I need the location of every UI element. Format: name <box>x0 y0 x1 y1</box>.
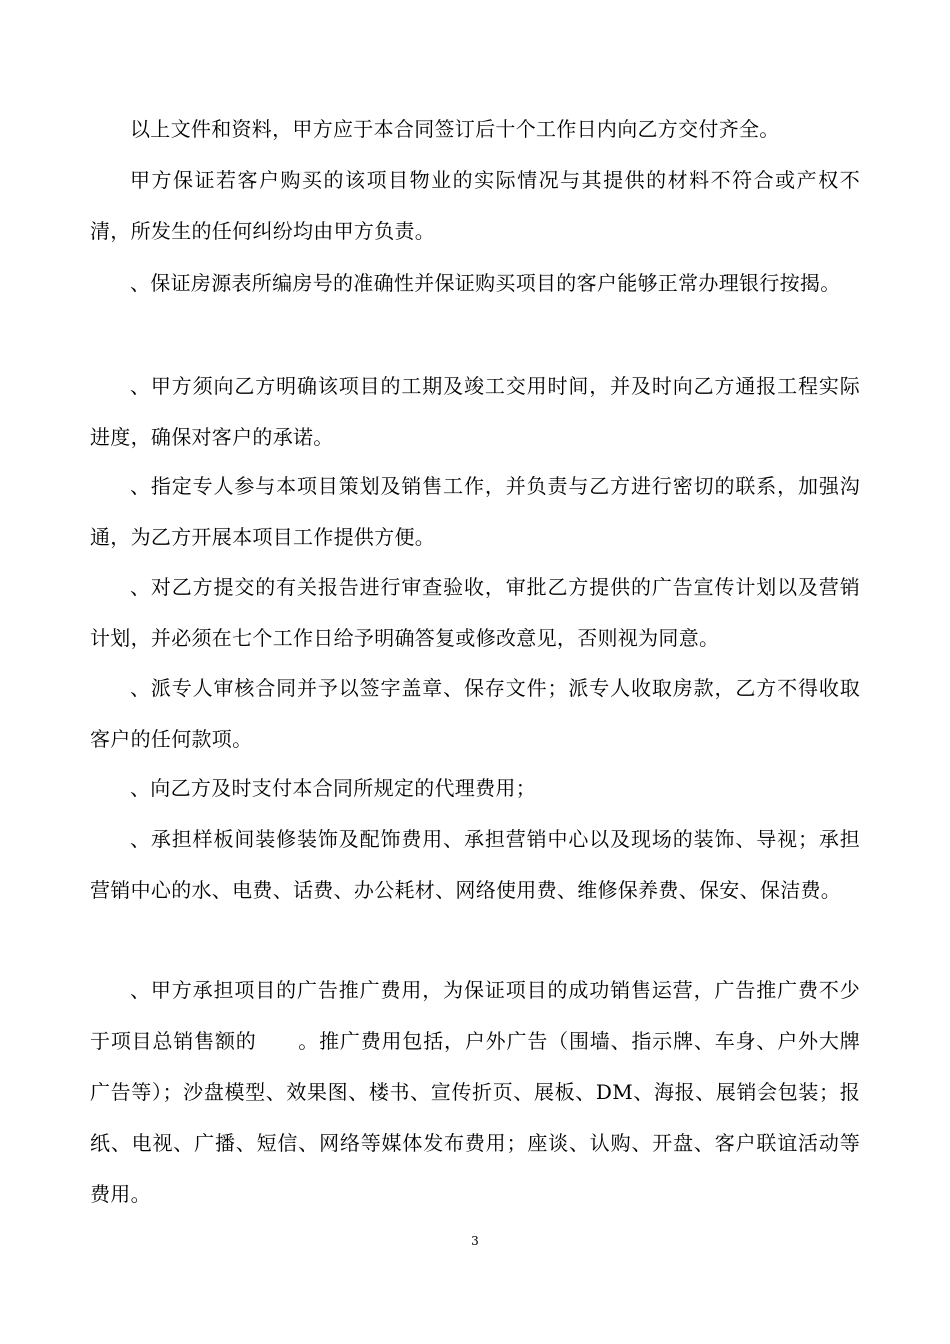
paragraph-delivery-deadline: 以上文件和资料，甲方应于本合同签订后十个工作日内向乙方交付齐全。 <box>130 117 780 141</box>
paragraph-designated-contact: 、指定专人参与本项目策划及销售工作，并负责与乙方进行密切的联系，加强沟通，为乙方开展本项目工作提供方便。 <box>90 474 860 549</box>
paragraph-room-number-accuracy: 、保证房源表所编房号的准确性并保证购买项目的客户能够正常办理银行按揭。 <box>130 271 841 295</box>
paragraph-report-review: 、对乙方提交的有关报告进行审查验收，审批乙方提供的广告宣传计划以及营销计划，并必须在七个工作日给予明确答复或修改意见，否则视为同意。 <box>90 575 860 650</box>
page-number: 3 <box>471 1234 479 1248</box>
paragraph-disputes-guarantee: 甲方保证若客户购买的该项目物业的实际情况与其提供的材料不符合或产权不清，所发生的任何纠纷均由甲方负责。 <box>90 168 860 243</box>
paragraph-construction-schedule: 、甲方须向乙方明确该项目的工期及竣工交用时间，并及时向乙方通报工程实际进度，确保对客户的承诺。 <box>90 374 860 449</box>
paragraph-contract-review: 、派专人审核合同并予以签字盖章、保存文件；派专人收取房款，乙方不得收取客户的任何款项。 <box>90 676 860 751</box>
paragraph-agency-fee: 、向乙方及时支付本合同所规定的代理费用； <box>130 776 536 800</box>
paragraph-advertising-costs: 、甲方承担项目的广告推广费用，为保证项目的成功销售运营，广告推广费不少于项目总销售额的 。推广费用包括，户外广告（围墙、指示牌、车身、户外大牌广告等）；沙盘模型、效果图、楼书、宣传折页、展板、DM、海报、展销会包装；报纸、电视、广播、短信、网络等媒体发布费用；座谈、认购、开盘、客户联谊活动等费用。 <box>90 978 860 1206</box>
paragraph-showroom-costs: 、承担样板间装修装饰及配饰费用、承担营销中心以及现场的装饰、导视；承担营销中心的水、电费、话费、办公耗材、网络使用费、维修保养费、保安、保洁费。 <box>90 827 860 902</box>
